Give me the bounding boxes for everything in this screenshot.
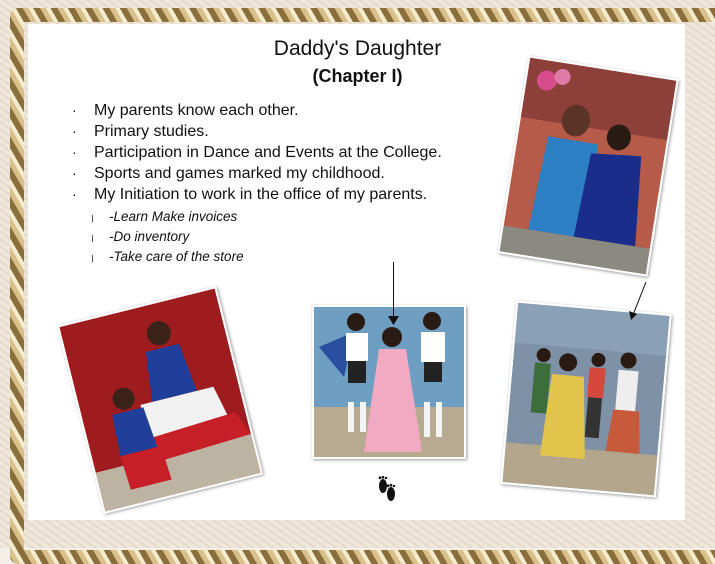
arrow-pointer-right bbox=[628, 282, 648, 320]
sub-bullet-item: -Do inventory bbox=[92, 227, 244, 247]
sub-bullet-item: -Learn Make invoices bbox=[92, 207, 244, 227]
bullet-item: · My Initiation to work in the office of my parents. bbox=[72, 184, 442, 205]
sub-bullet-list bbox=[92, 207, 244, 267]
bullet-item: · Primary studies. bbox=[72, 121, 442, 142]
bullet-item: · Participation in Dance and Events at the College. bbox=[72, 142, 442, 163]
bullet-item: · My parents know each other. bbox=[72, 100, 442, 121]
bullet-item: · Sports and games marked my childhood. bbox=[72, 163, 442, 184]
slide-subtitle: (Chapter I) bbox=[312, 66, 403, 86]
photo-mother-daughter bbox=[497, 55, 678, 276]
arrow-pointer bbox=[393, 262, 394, 320]
sub-bullet-item: -Take care of the store bbox=[92, 247, 244, 267]
arrow-head-center bbox=[388, 316, 399, 325]
photo-costumed-children bbox=[312, 305, 466, 459]
footprints-icon bbox=[376, 476, 398, 502]
photo-group-dance bbox=[500, 301, 671, 498]
bullet-list bbox=[72, 100, 442, 205]
slide-title: Daddy's Daughter bbox=[273, 37, 442, 60]
